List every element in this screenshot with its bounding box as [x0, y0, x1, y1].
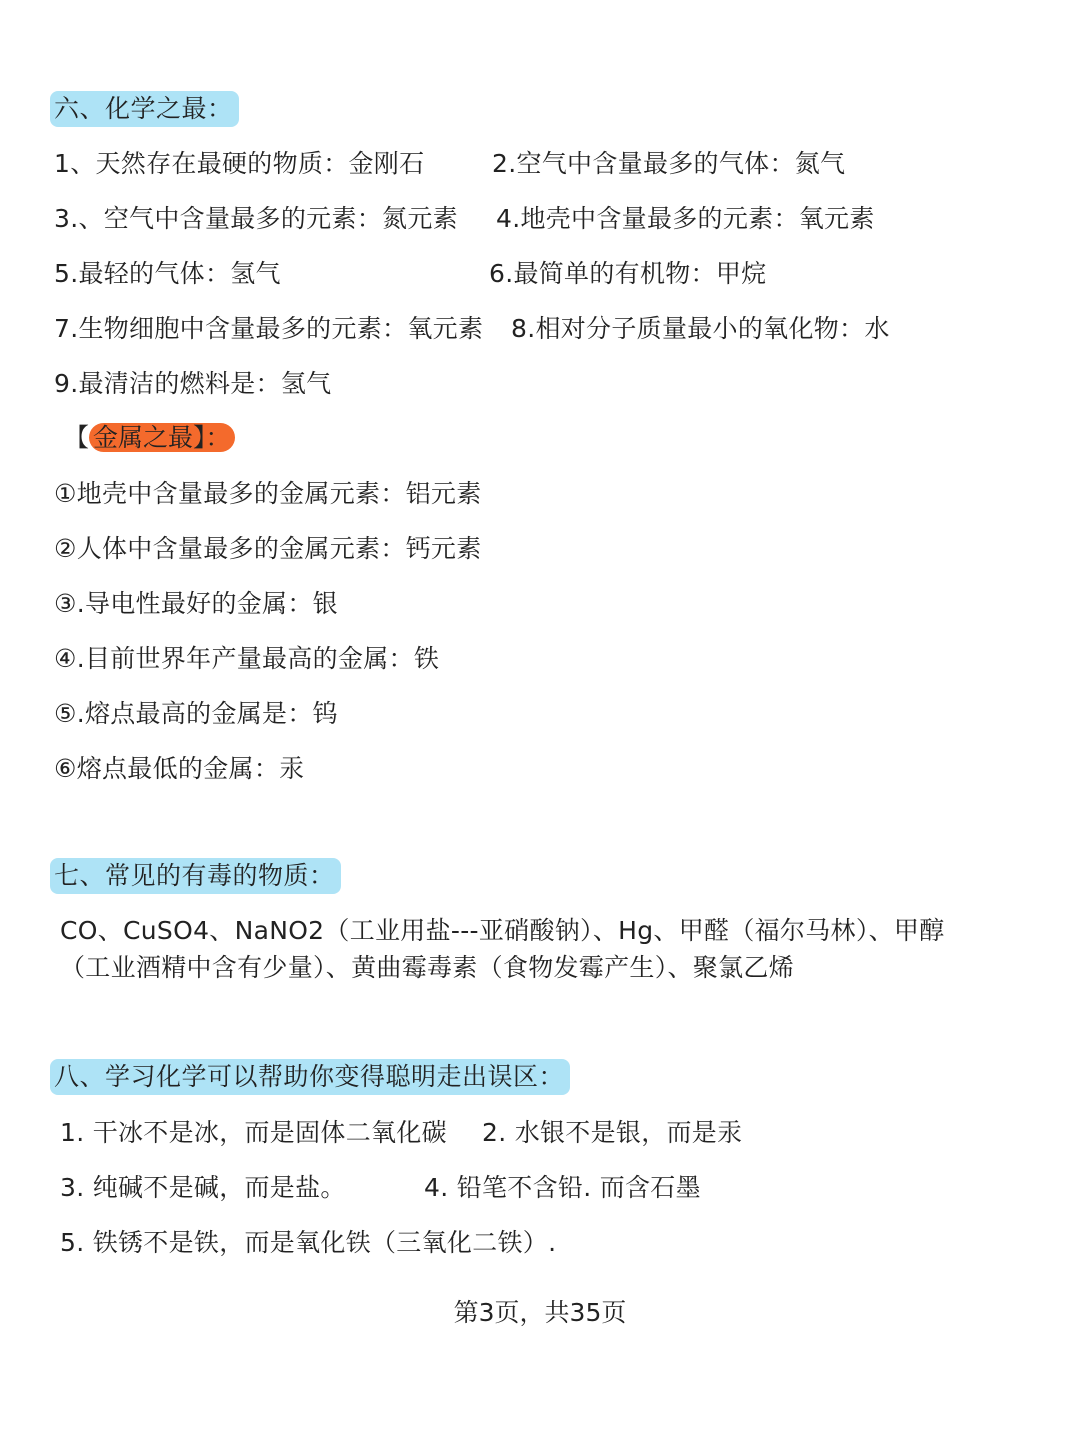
fact-item-8: 8.相对分子质量最小的氧化物：水	[511, 314, 890, 343]
fact-item-6: 6.最简单的有机物：甲烷	[489, 259, 767, 288]
fact-item-7: 7.生物细胞中含量最多的元素：氧元素	[54, 314, 484, 343]
fact-item-1: 1、天然存在最硬的物质：金刚石	[54, 149, 425, 178]
misconception-item-1: 1. 干冰不是冰，而是固体二氧化碳	[60, 1118, 447, 1147]
page-number: 第3页，共35页	[453, 1298, 627, 1327]
metal-item-2: ②人体中含量最多的金属元素：钙元素	[54, 534, 482, 563]
misconception-item-4: 4. 铅笔不含铅. 而含石墨	[424, 1173, 701, 1202]
fact-item-3: 3.、空气中含量最多的元素：氮元素	[54, 204, 458, 233]
metal-item-4: ④.目前世界年产量最高的金属：铁	[54, 644, 440, 673]
fact-item-5: 5.最轻的气体：氢气	[54, 259, 281, 288]
section-8-heading: 八、学习化学可以帮助你变得聪明走出误区：	[50, 1059, 570, 1095]
toxic-substances-line-1: CO、CuSO4、NaNO2（工业用盐---亚硝酸钠）、Hg、甲醛（福尔马林）、甲醇	[60, 916, 945, 945]
metal-item-3: ③.导电性最好的金属：银	[54, 589, 338, 618]
fact-item-4: 4.地壳中含量最多的元素：氧元素	[496, 204, 875, 233]
metal-heading-highlight: 金属之最】：	[89, 423, 235, 452]
toxic-substances-line-2: （工业酒精中含有少量）、黄曲霉毒素（食物发霉产生）、聚氯乙烯	[60, 953, 795, 982]
metal-heading-bracket: 【	[64, 423, 90, 452]
metal-item-6: ⑥熔点最低的金属：汞	[54, 754, 305, 783]
metal-item-5: ⑤.熔点最高的金属是：钨	[54, 699, 338, 728]
section-6-heading: 六、化学之最：	[50, 91, 239, 127]
misconception-item-2: 2. 水银不是银，而是汞	[482, 1118, 743, 1147]
metal-heading	[64, 420, 235, 456]
fact-item-2: 2.空气中含量最多的气体：氮气	[492, 149, 846, 178]
misconception-item-5: 5. 铁锈不是铁，而是氧化铁（三氧化二铁）.	[60, 1228, 557, 1257]
misconception-item-3: 3. 纯碱不是碱，而是盐。	[60, 1173, 346, 1202]
fact-item-9: 9.最清洁的燃料是：氢气	[54, 369, 332, 398]
section-7-heading: 七、常见的有毒的物质：	[50, 858, 341, 894]
metal-item-1: ①地壳中含量最多的金属元素：铝元素	[54, 479, 482, 508]
